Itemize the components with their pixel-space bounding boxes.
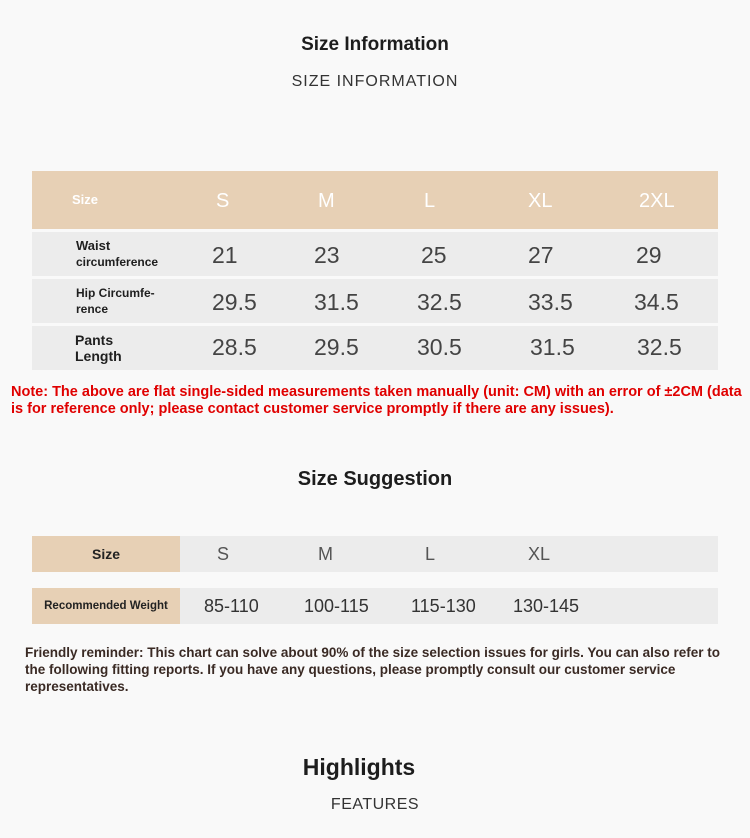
suggestion-weight-xl: 130-145	[513, 595, 580, 616]
value-cell: 29	[636, 242, 662, 268]
size-header-m: M	[318, 190, 335, 212]
table-row	[32, 326, 718, 370]
size-header-cells	[210, 171, 718, 229]
value-cell: 29.5	[212, 289, 257, 315]
table-row	[32, 232, 718, 276]
suggestion-size-row	[32, 536, 718, 572]
value-cell: 25	[421, 242, 447, 268]
value-cell: 23	[314, 242, 340, 268]
size-header-xl: XL	[528, 190, 553, 212]
table-row	[32, 279, 718, 323]
row-label-hip	[32, 285, 210, 317]
value-cell: 33.5	[528, 289, 573, 315]
section-title-size-suggestion: Size Suggestion	[297, 468, 453, 490]
value-cell: 28.5	[212, 334, 257, 360]
suggestion-weight-label: Recommended Weight	[32, 588, 180, 624]
value-cell: 27	[528, 242, 554, 268]
section-subtitle-features: FEATURES	[330, 796, 420, 813]
value-cell: 32.5	[417, 289, 462, 315]
suggestion-size-m: M	[318, 543, 333, 564]
value-cell: 34.5	[634, 289, 679, 315]
size-table-header-row	[32, 171, 718, 229]
section-subtitle-size-information: SIZE INFORMATION	[291, 73, 459, 90]
row-label-line: Pants	[75, 332, 114, 348]
size-header-l: L	[424, 190, 436, 212]
size-header-label: Size	[72, 192, 99, 207]
row-label-line: rence	[76, 302, 109, 316]
suggestion-weight-m: 100-115	[304, 595, 369, 616]
size-header-2xl: 2XL	[639, 190, 675, 212]
section-title-size-information: Size Information	[301, 34, 449, 55]
suggestion-weight-s: 85-110	[204, 595, 259, 616]
row-label-waist	[32, 238, 210, 270]
row-values	[210, 326, 718, 370]
measurement-note: Note: The above are flat single-sided measurements taken manually (unit: CM) with an error of ±2CM (data is for reference only; please contact customer service promptly if there are any issues).	[11, 384, 742, 417]
row-label-line: Hip Circumfe-	[76, 286, 155, 300]
value-cell: 32.5	[637, 334, 682, 360]
size-information-table	[32, 171, 718, 370]
row-label-pants-length	[32, 332, 210, 364]
value-cell: 31.5	[530, 334, 575, 360]
row-values	[210, 279, 718, 323]
suggestion-size-l: L	[425, 543, 436, 564]
suggestion-size-xl: XL	[528, 543, 551, 564]
value-cell: 29.5	[314, 334, 359, 360]
value-cell: 21	[212, 242, 238, 268]
row-label-line: Waist	[76, 238, 111, 253]
size-header-s: S	[216, 190, 230, 212]
value-cell: 30.5	[417, 334, 462, 360]
friendly-reminder: Friendly reminder: This chart can solve about 90% of the size selection issues for girls. You can also refer to the following fitting reports. If you have any questions, please promptly consult our customer service representatives.	[25, 645, 720, 694]
suggestion-size-label: Size	[32, 536, 180, 572]
suggestion-weight-row	[32, 588, 718, 624]
value-cell: 31.5	[314, 289, 359, 315]
suggestion-weight-l: 115-130	[411, 595, 476, 616]
row-label-line: Length	[75, 348, 122, 364]
row-label-line: circumference	[76, 255, 159, 269]
row-values	[210, 232, 718, 276]
suggestion-size-s: S	[217, 543, 230, 564]
section-title-highlights: Highlights	[302, 754, 416, 780]
